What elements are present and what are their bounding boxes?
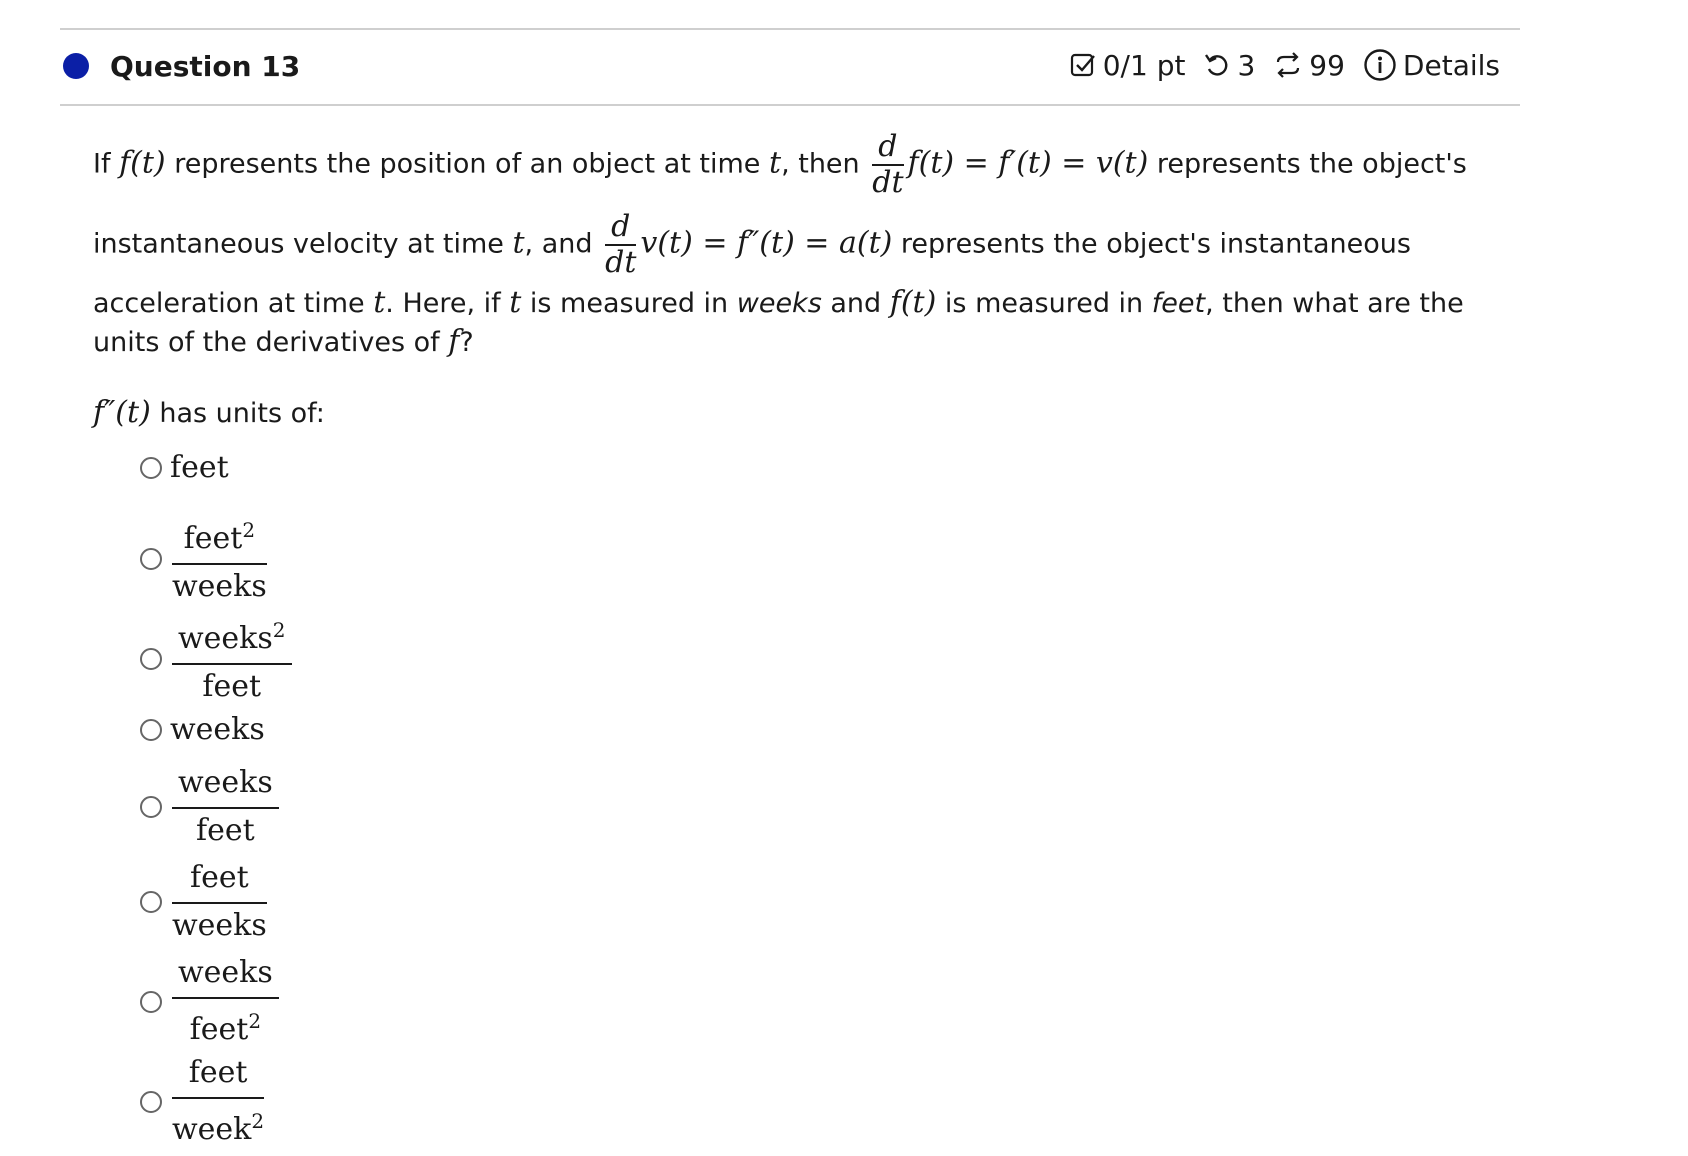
- info-icon: [1363, 48, 1397, 82]
- attempts-indicator: [1273, 49, 1345, 82]
- question-title: Question 13: [110, 50, 301, 83]
- checkbox-icon: [1069, 51, 1097, 79]
- repeat-icon: [1273, 51, 1303, 79]
- option-feet-per-weeks[interactable]: $\frac{\text{feet}}{\text{weeks}}$: [140, 860, 267, 944]
- header-divider: [60, 104, 1520, 106]
- radio-button[interactable]: [140, 1091, 162, 1113]
- option-feet2-per-weeks[interactable]: $\frac{feet^2}{\text{weeks}}$: [140, 512, 267, 605]
- option-feet-per-week2[interactable]: $\frac{\text{feet}}{week^2}$: [140, 1055, 264, 1148]
- question-header: [60, 30, 1520, 104]
- details-button[interactable]: [1363, 48, 1500, 82]
- retries-text: 3: [1237, 48, 1256, 82]
- sub-question-label: f″(t) has units of:: [93, 395, 325, 430]
- radio-button[interactable]: [140, 648, 162, 670]
- option-weeks[interactable]: weeks: [140, 712, 265, 747]
- score-text: 0/1 pt: [1102, 48, 1186, 82]
- score-indicator: [1069, 49, 1186, 82]
- retries-indicator: [1203, 49, 1255, 82]
- derivative-fraction: $\frac{d}{dt}$: [872, 129, 904, 200]
- option-weeks-per-feet2[interactable]: $\frac{\text{weeks}}{feet^2}$: [140, 955, 279, 1048]
- radio-button[interactable]: [140, 548, 162, 570]
- radio-button[interactable]: [140, 991, 162, 1013]
- status-dot: [63, 53, 89, 79]
- radio-button[interactable]: [140, 719, 162, 741]
- option-weeks-per-feet[interactable]: $\frac{\text{weeks}}{\text{feet}}$: [140, 765, 279, 849]
- radio-button[interactable]: [140, 796, 162, 818]
- details-label: Details: [1402, 48, 1500, 82]
- question-prompt: If f(t) represents the position of an object at time t, then $\frac{d}{dt}$ f(t) = f′(t) = v(t) represents the object's instantaneous velocity at time t, and $\frac{d}{dt}$ v(t) = f″(t) = a(t) represents the object's instantaneous acceleration at time t. Here, if t is measured in weeks and f(t) is measured in feet, then what are the units of the derivatives of f?: [93, 129, 1467, 359]
- attempts-text: 99: [1309, 48, 1345, 82]
- option-feet[interactable]: feet: [140, 450, 229, 485]
- question-meta: [1051, 48, 1500, 82]
- radio-button[interactable]: [140, 891, 162, 913]
- option-weeks2-per-feet[interactable]: $\frac{weeks^2}{\text{feet}}$: [140, 612, 292, 705]
- retry-icon: [1203, 51, 1231, 79]
- derivative-fraction: $\frac{d}{dt}$: [605, 209, 637, 280]
- radio-button[interactable]: [140, 457, 162, 479]
